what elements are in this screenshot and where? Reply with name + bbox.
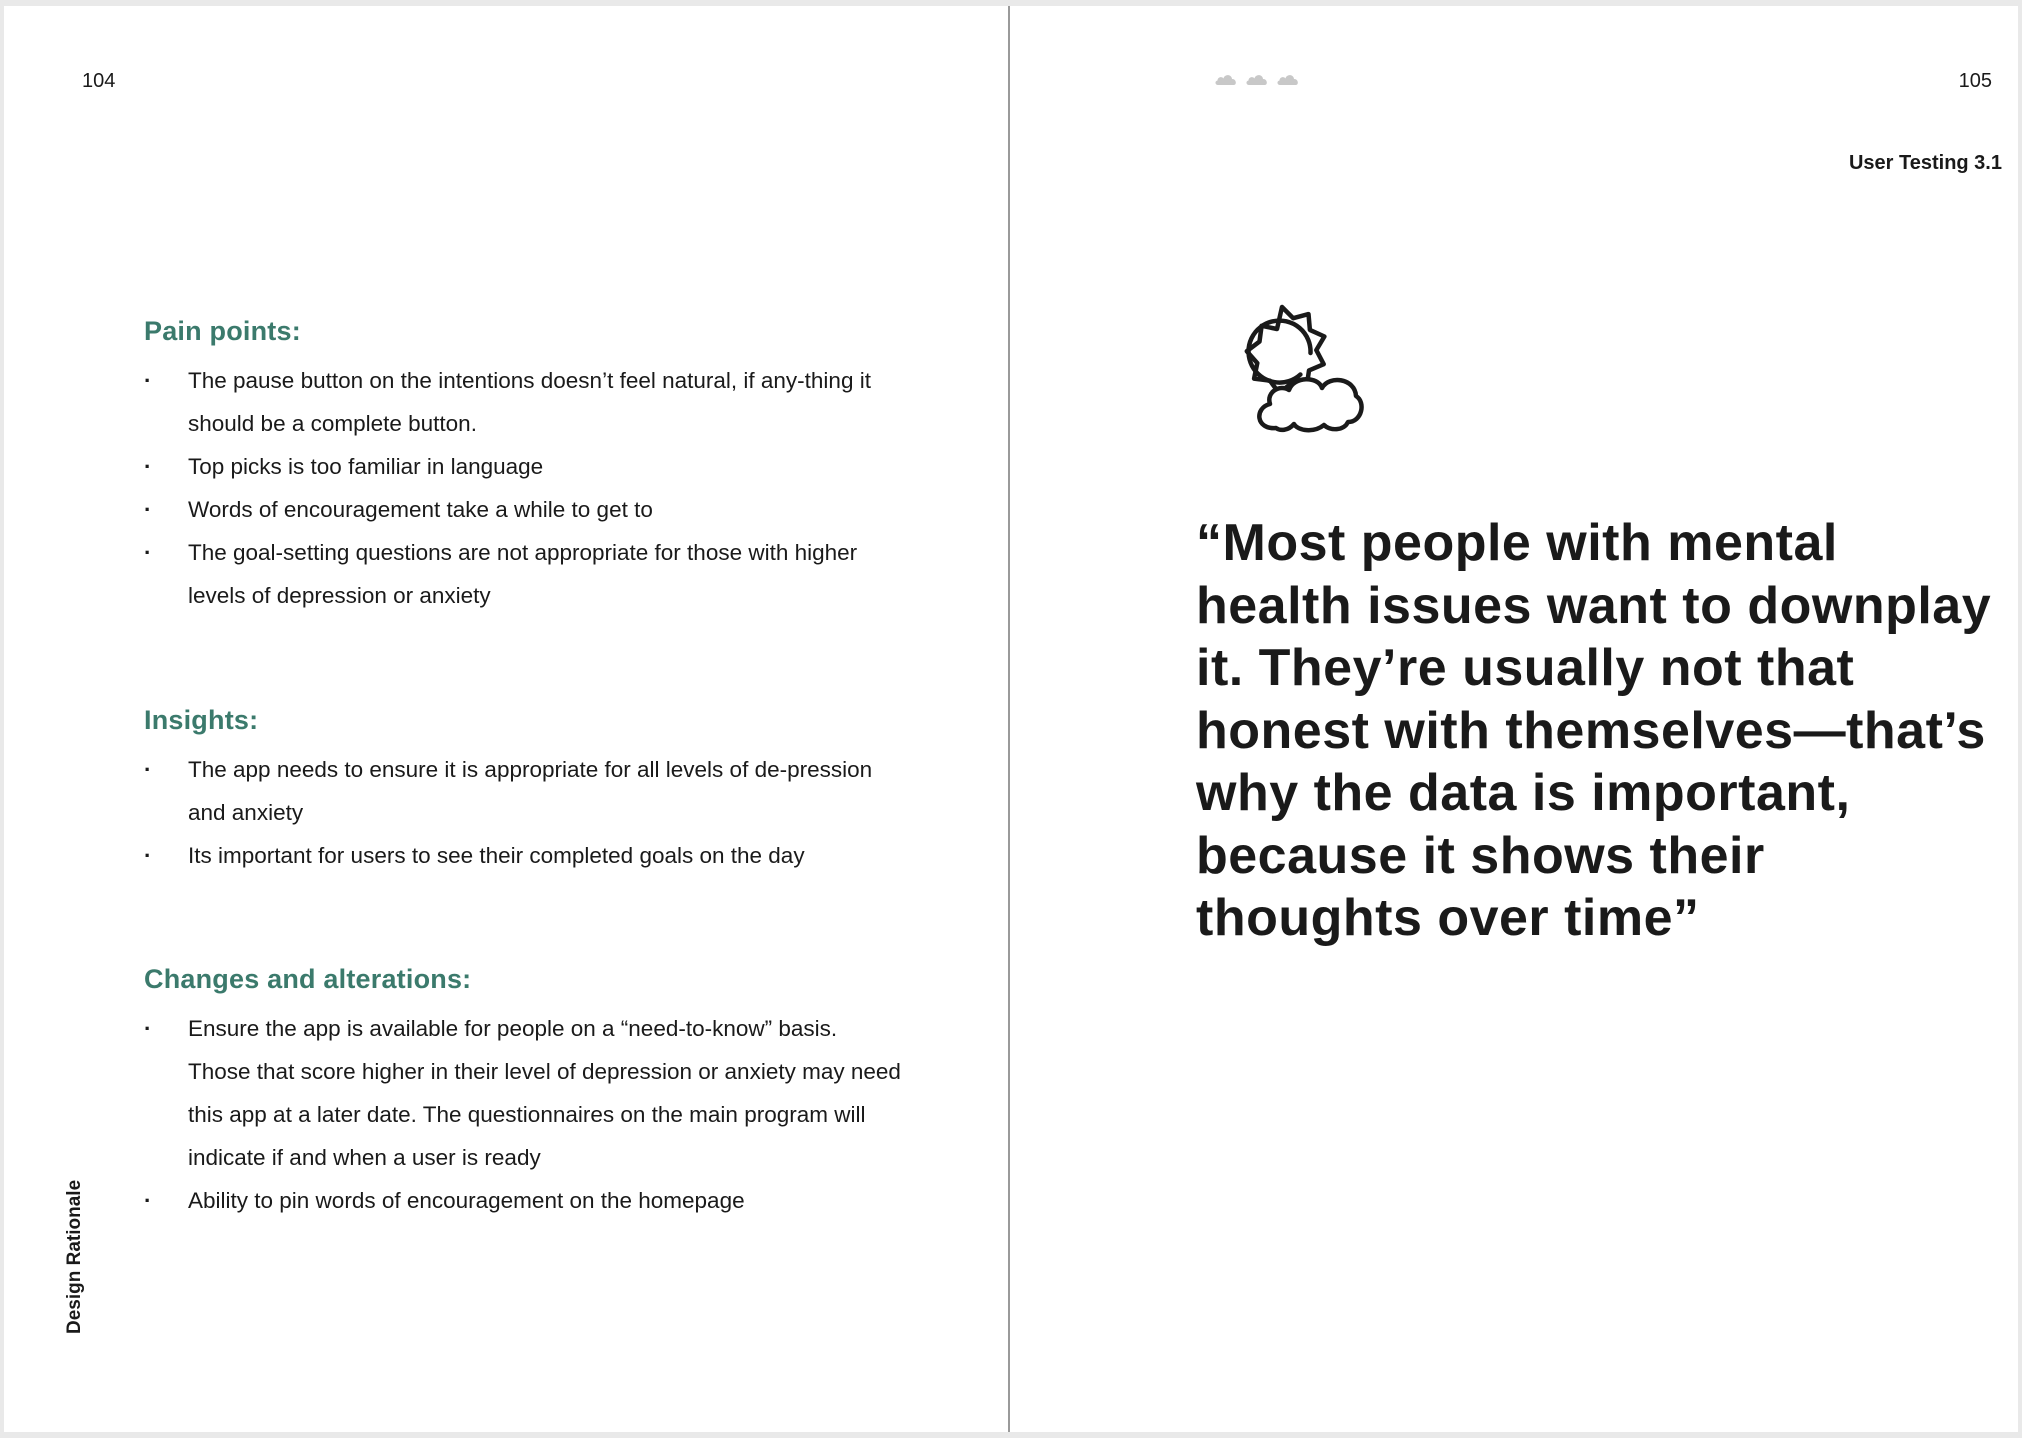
left-page [4,6,1008,1432]
section-heading: Changes and alterations: [144,964,472,994]
list-item: · The app needs to ensure it is appropriate for all levels of de-pression and anxiety [144,748,904,834]
cloud-icon [1214,72,1238,86]
cloud-decoration [1214,72,1300,86]
bullet-list [144,748,904,877]
section-changes [144,964,904,1222]
side-label: Design Rationale [64,1179,85,1334]
section-insights [144,705,904,877]
list-item: · Ability to pin words of encouragement on the homepage [144,1179,904,1222]
list-item: · Words of encouragement take a while to get to [144,488,904,531]
pull-quote: “Most people with mental health issues want to downplay it. They’re usually not that honest with themselves—that’s why the data is important, because it shows their thoughts over time” [1196,514,1992,947]
sun-behind-cloud-icon [1218,300,1366,438]
page-number-right: 105 [1958,70,1992,92]
list-item: · Its important for users to see their completed goals on the day [144,834,904,877]
list-item: · The goal-setting questions are not appropriate for those with higher levels of depression or anxiety [144,531,904,617]
page-number-left: 104 [82,70,116,92]
book-spread [4,6,2018,1432]
section-heading: Insights: [144,705,259,735]
cloud-icon [1276,72,1300,86]
list-item: · Top picks is too familiar in language [144,445,904,488]
section-heading: Pain points: [144,316,301,346]
bullet-list [144,1007,904,1222]
cloud-icon [1245,72,1269,86]
bullet-list [144,359,904,617]
right-page [1010,6,2018,1432]
list-item: · The pause button on the intentions doesn’t feel natural, if any-thing it should be a complete button. [144,359,904,445]
section-pain-points [144,316,904,617]
list-item: · Ensure the app is available for people on a “need-to-know” basis. Those that score higher in their level of depression or anxiety may need this app at a later date. The questionnaires on the main program will indicate if and when a user is ready [144,1007,904,1179]
section-title: User Testing 3.1 [1848,152,2002,174]
